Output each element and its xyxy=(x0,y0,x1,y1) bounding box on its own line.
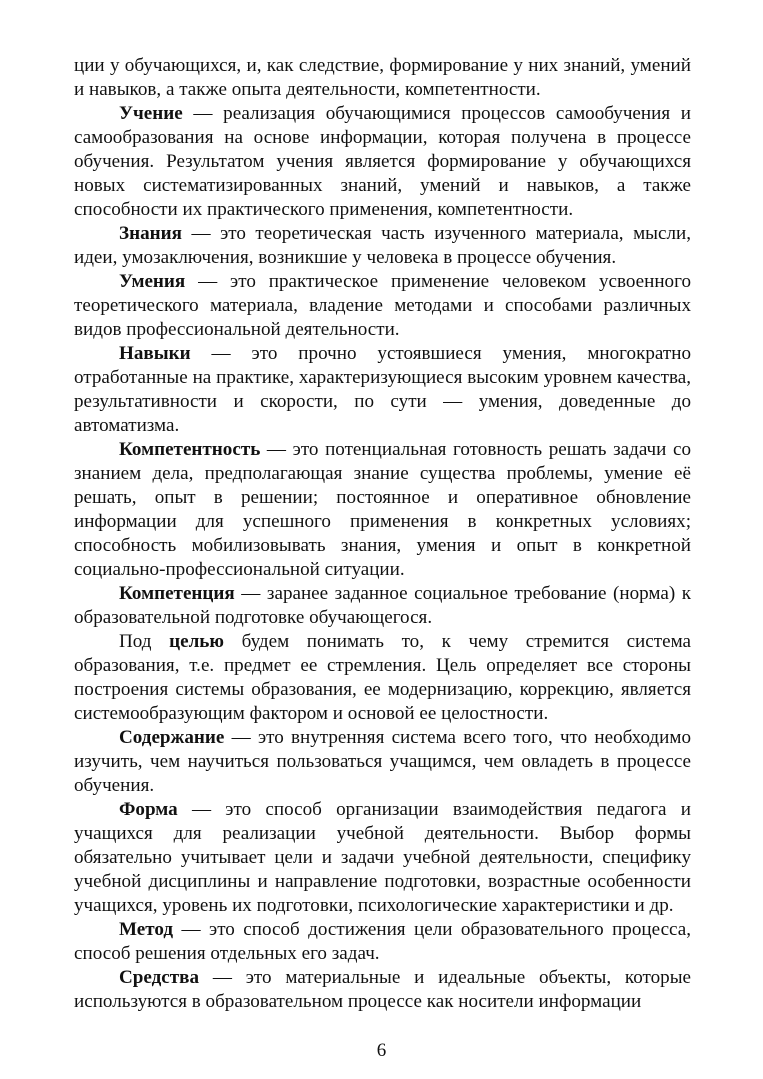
term: Средства xyxy=(119,967,200,988)
term: Форма xyxy=(119,799,178,820)
definition-text: — это прочно устоявшиеся умения, многократно отработанные на практике, характеризующиеся высоким уровнем качества, результативности и скорости, по сути — умения, доведенные до автоматизма. xyxy=(74,343,691,436)
paragraph-text: ции у обучающихся, и, как следствие, формирование у них знаний, умений и навыков, а также опыта деятельности, компетентности. xyxy=(74,55,691,100)
prefix-text: Под xyxy=(119,631,170,652)
term: целью xyxy=(169,631,224,652)
definition-text: — заранее заданное социальное требование (норма) к образовательной подготовке обучающегося. xyxy=(74,583,691,628)
page-number: 6 xyxy=(376,1040,387,1061)
term: Знания xyxy=(119,223,182,244)
term: Навыки xyxy=(119,343,191,364)
definition-text: — это практическое применение человеком усвоенного теоретического материала, владение методами и способами различных видов профессиональной деятельности. xyxy=(74,271,691,340)
definition-metod xyxy=(74,918,691,966)
definition-forma xyxy=(74,798,691,918)
paragraph-continuation xyxy=(74,54,691,102)
term: Метод xyxy=(119,919,174,940)
definition-text: — это потенциальная готовность решать задачи со знанием дела, предполагающая знание существа проблемы, умение её решать, опыт в решении; постоянное и оперативное обновление информации для успешного применения в конкретных условиях; способность мобилизовывать знания, умения и опыт в конкретной социально-профессиональной ситуации. xyxy=(74,439,691,580)
definition-text: — это внутренняя система всего того, что необходимо изучить, чем научиться пользоваться учащимся, чем овладеть в процессе обучения. xyxy=(74,727,691,796)
definition-znaniya xyxy=(74,222,691,270)
definition-text: будем понимать то, к чему стремится система образования, т.е. предмет ее стремления. Цель определяет все стороны построения системы образования, ее модернизацию, коррекцию, является системообразующим фактором и основой ее целостности. xyxy=(74,631,691,724)
term: Умения xyxy=(119,271,186,292)
definition-uchenie xyxy=(74,102,691,222)
page-body xyxy=(74,54,691,1014)
term: Компетентность xyxy=(119,439,261,460)
definition-kompetentnost xyxy=(74,438,691,582)
definition-cel xyxy=(74,630,691,726)
definition-kompetenciya xyxy=(74,582,691,630)
definition-umeniya xyxy=(74,270,691,342)
definition-text: — это способ организации взаимодействия педагога и учащихся для реализации учебной деятельности. Выбор формы обязательно учитывает цели и задачи учебной деятельности, специфику учебной дисциплины и направление подготовки, возрастные особенности учащихся, уровень их подготовки, психологические характеристики и др. xyxy=(74,799,691,916)
definition-soderzhanie xyxy=(74,726,691,798)
term: Компетенция xyxy=(119,583,235,604)
definition-text: — это материальные и идеальные объекты, которые используются в образовательном процессе как носители информации xyxy=(74,967,691,1012)
definition-text: — это теоретическая часть изученного материала, мысли, идеи, умозаключения, возникшие у человека в процессе обучения. xyxy=(74,223,691,268)
definition-sredstva xyxy=(74,966,691,1014)
term: Содержание xyxy=(119,727,225,748)
definition-text: — это способ достижения цели образовательного процесса, способ решения отдельных его задач. xyxy=(74,919,691,964)
definition-text: — реализация обучающимися процессов самообучения и самообразования на основе информации, которая получена в процессе обучения. Результатом учения является формирование у обучающихся новых систематизированных знаний, умений и навыков, а также способности их практического применения, компетентности. xyxy=(74,103,691,220)
term: Учение xyxy=(119,103,183,124)
definition-navyki xyxy=(74,342,691,438)
